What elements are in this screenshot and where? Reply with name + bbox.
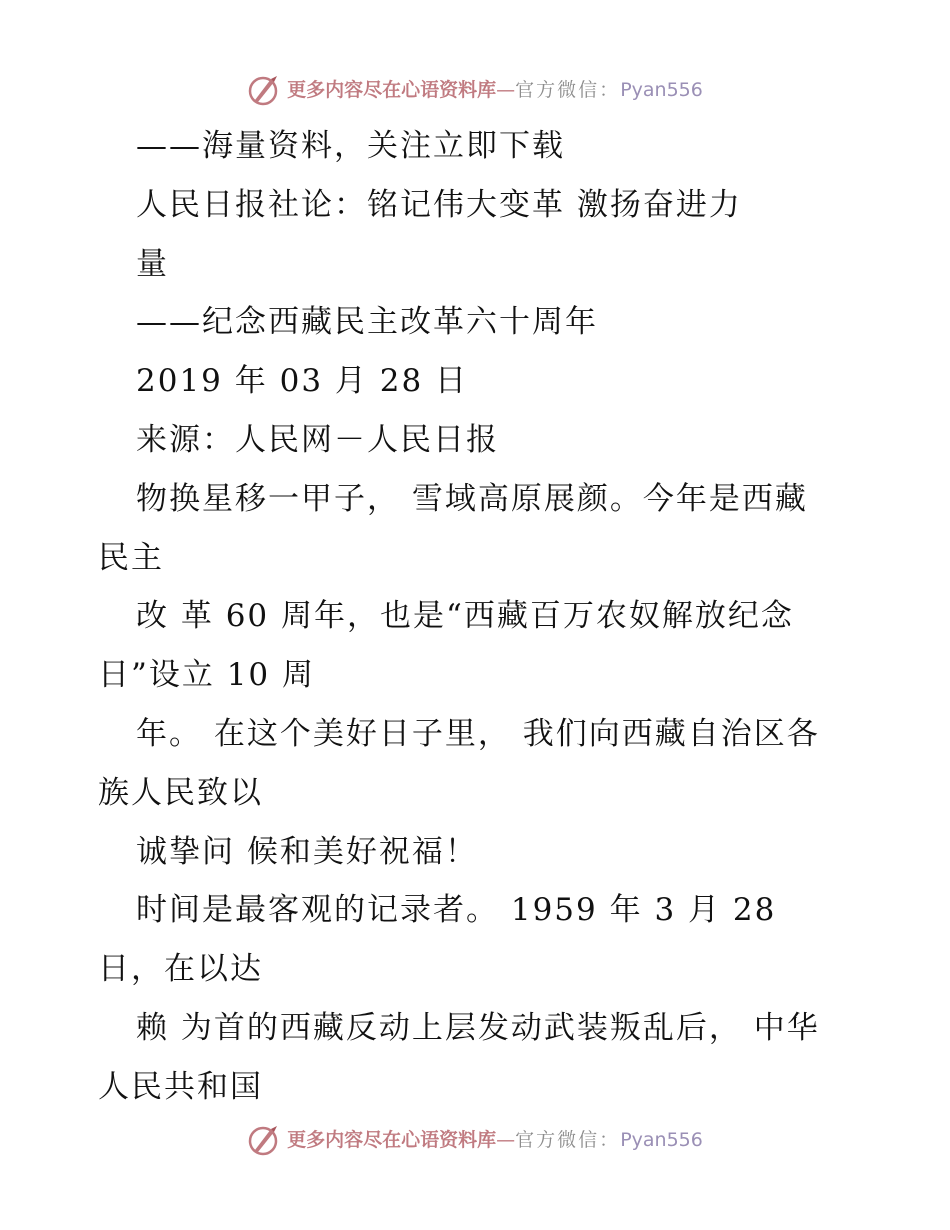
text-line: ——海量资料，关注立即下载	[136, 128, 565, 164]
text-line: 日”设立 10 周	[98, 657, 316, 694]
quill-pen-icon	[247, 73, 281, 107]
article-title: 人民日报社论：铭记伟大变革 激扬奋进力	[136, 186, 742, 223]
header-watermark-banner	[0, 70, 950, 110]
banner-wechat-id: Pyan556	[620, 1128, 703, 1151]
text-line: 民主	[98, 539, 164, 576]
text-line: 改 革 60 周年，也是“西藏百万农奴解放纪念	[136, 598, 794, 635]
banner-official-label: 官方微信：	[515, 1128, 621, 1151]
article-subtitle: ——纪念西藏民主改革六十周年	[136, 304, 598, 341]
text-line: 赖 为首的西藏反动上层发动武装叛乱后， 中华	[136, 1009, 820, 1046]
banner-dash: —	[496, 78, 516, 101]
banner-dash: —	[496, 1128, 516, 1151]
article-title-continued: 量	[136, 245, 169, 282]
article-body	[0, 117, 950, 1117]
text-line: 时间是最客观的记录者。 1959 年 3 月 28	[136, 892, 777, 929]
banner-wechat-id: Pyan556	[620, 78, 703, 101]
text-line: 物换星移一甲子， 雪域高原展颜。今年是西藏	[136, 480, 808, 517]
banner-main-text: 更多内容尽在心语资料库	[287, 1128, 497, 1151]
footer-watermark-banner	[0, 1120, 950, 1160]
banner-main-text: 更多内容尽在心语资料库	[287, 78, 497, 101]
article-source: 来源：人民网－人民日报	[136, 421, 499, 458]
banner-official-label: 官方微信：	[515, 78, 621, 101]
quill-pen-icon	[247, 1123, 281, 1157]
text-line: 年。 在这个美好日子里， 我们向西藏自治区各	[136, 715, 820, 752]
text-line: 诚挚问 候和美好祝福！	[136, 833, 478, 870]
text-line: 日，在以达	[98, 951, 263, 988]
article-date: 2019 年 03 月 28 日	[136, 363, 469, 400]
text-line: 族人民致以	[98, 774, 263, 811]
text-line: 人民共和国	[98, 1068, 263, 1105]
